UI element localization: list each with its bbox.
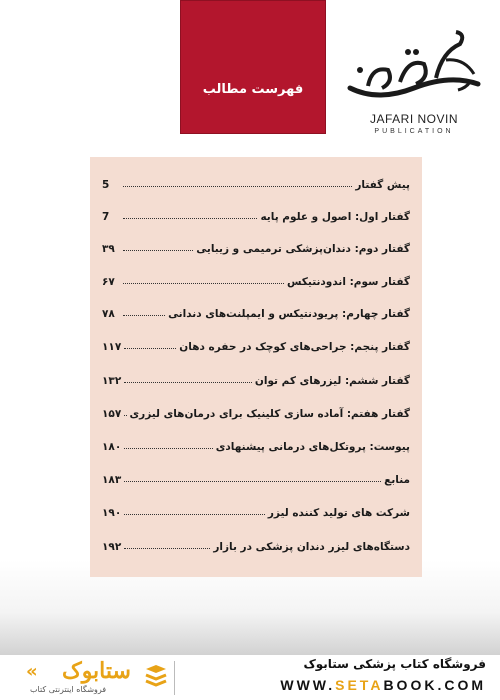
store-brand-tagline: فروشگاه اینترنتی کتاب (30, 685, 107, 694)
toc-entry-title: گفتار دوم: دندان‌پزشکی ترمیمی و زیبایی (196, 243, 410, 255)
url-accent: SETA (335, 677, 384, 693)
toc-entry-title: گفتار هفتم: آماده سازی کلینیک برای درمان‌های لیزری (129, 408, 410, 420)
footer-divider (174, 661, 175, 695)
store-footer (0, 655, 500, 700)
publisher-name: JAFARI NOVIN (369, 112, 458, 126)
toc-entry (102, 400, 410, 420)
toc-entry (102, 268, 410, 288)
toc-dot-leader (124, 548, 210, 549)
url-suffix: BOOK.COM (383, 677, 486, 693)
toc-entry-page: ۱۱۷ (102, 341, 122, 353)
toc-entry-title: گفتار پنجم: جراحی‌های کوچک در حفره دهان (179, 341, 410, 353)
toc-dot-leader (123, 250, 193, 251)
toc-dot-leader (124, 382, 252, 383)
store-brand-logo: ستابوک (62, 658, 131, 683)
toc-entry-title: پیوست: پروتکل‌های درمانی پیشنهادی (215, 441, 410, 453)
toc-entry-title: شرکت های تولید کننده لیزر (267, 507, 410, 519)
toc-entry-page: ۷۸ (102, 308, 115, 320)
toc-entry (102, 367, 410, 387)
toc-entry (102, 333, 410, 353)
toc-entry (102, 235, 410, 255)
toc-entry-title: گفتار چهارم: پریودنتیکس و ایمپلنت‌های دندانی (168, 308, 410, 320)
toc-entry (102, 203, 410, 223)
toc-entry-page: 5 (102, 179, 110, 191)
toc-entry-title: منابع (384, 474, 410, 486)
store-url-link[interactable] (280, 677, 486, 693)
section-title: فهرست مطالب (202, 82, 304, 97)
toc-entry-page: ۱۹۲ (102, 541, 122, 553)
toc-entry-page: ۱۹۰ (102, 507, 122, 519)
toc-dot-leader (124, 514, 265, 515)
toc-entry-title: گفتار اول: اصول و علوم پایه (260, 211, 410, 223)
toc-entry-page: ۱۸۰ (102, 441, 122, 453)
publisher-subtitle: PUBLICATION (374, 128, 454, 135)
toc-entry (102, 499, 410, 519)
toc-dot-leader (124, 415, 126, 416)
toc-entry (102, 466, 410, 486)
toc-entry-page: 7 (102, 211, 110, 223)
url-prefix: WWW. (280, 677, 336, 693)
toc-entry-title: پیش گفتار (355, 179, 410, 191)
toc-dot-leader (124, 448, 213, 449)
toc-entry (102, 171, 410, 191)
toc-dot-leader (124, 348, 176, 349)
publisher-logo (338, 30, 490, 140)
toc-entry (102, 533, 410, 553)
toc-dot-leader (123, 218, 257, 219)
toc-entry-title: گفتار ششم: لیزرهای کم توان (254, 375, 410, 387)
toc-entry (102, 300, 410, 320)
toc-dot-leader (123, 186, 352, 187)
toc-entry-page: ۱۳۲ (102, 375, 122, 387)
section-header-tab (180, 0, 326, 134)
toc-dot-leader (124, 481, 381, 482)
toc-dot-leader (123, 315, 165, 316)
toc-entry-title: گفتار سوم: اندودنتیکس (286, 276, 410, 288)
toc-dot-leader (123, 283, 284, 284)
publisher-calligraphy-mark (338, 30, 490, 110)
store-name: فروشگاه کتاب پزشکی ستابوک (303, 657, 486, 671)
toc-entry (102, 433, 410, 453)
toc-entry-page: ۳۹ (102, 243, 115, 255)
toc-entry-title: دستگاه‌های لیزر دندان پزشکی در بازار (213, 541, 410, 553)
book-stack-icon (144, 663, 168, 689)
toc-entry-page: ۱۸۳ (102, 474, 122, 486)
toc-entry-page: ۱۵۷ (102, 408, 122, 420)
chevron-left-icon: « (26, 661, 38, 682)
toc-entry-page: ۶۷ (102, 276, 115, 288)
